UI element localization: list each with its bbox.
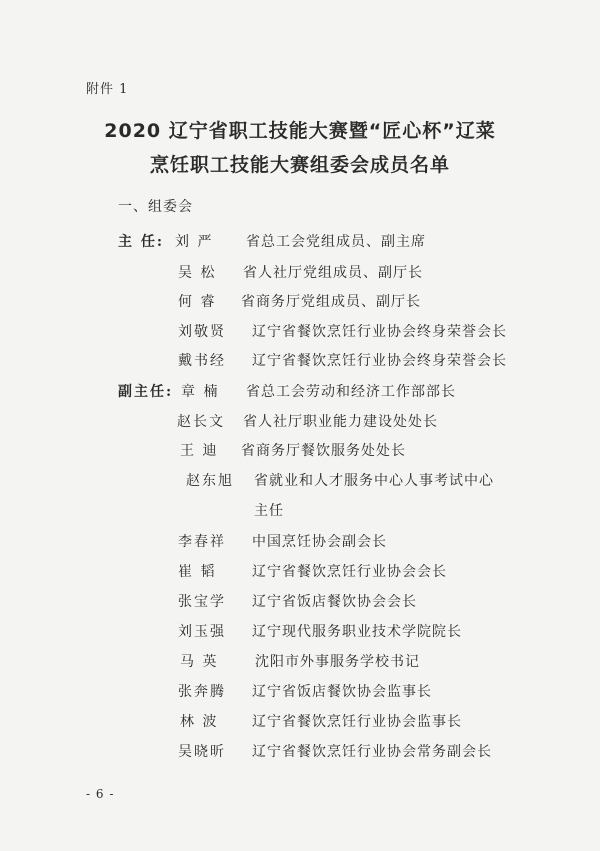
member-name: 刘 严: [175, 234, 214, 250]
member-name: 吴 松: [178, 265, 217, 281]
member-name: 戴书经: [178, 353, 226, 369]
member-name: 章 楠: [181, 384, 220, 400]
member-post: 省总工会劳动和经济工作部部长: [246, 384, 456, 400]
member-name: 王 迪: [180, 443, 219, 459]
member-post: 主任: [254, 503, 284, 519]
member-name: 林 波: [180, 714, 219, 730]
member-post: 辽宁省餐饮烹饪行业协会监事长: [252, 714, 462, 730]
member-name: 赵长文: [177, 414, 225, 430]
title-line-2: 烹饪职工技能大赛组委会成员名单: [149, 154, 450, 176]
member-name: 赵东旭: [186, 473, 234, 489]
member-post: 辽宁现代服务职业技术学院院长: [252, 624, 462, 640]
member-name: 吴晓昕: [178, 744, 226, 760]
member-name: 张奔腾: [178, 684, 226, 700]
member-role: 副主任:: [118, 384, 174, 400]
member-post: 辽宁省餐饮烹饪行业协会终身荣誉会长: [252, 324, 507, 340]
member-post: 省总工会党组成员、副主席: [246, 234, 426, 250]
member-post: 沈阳市外事服务学校书记: [255, 654, 420, 670]
member-post: 省商务厅党组成员、副厅长: [241, 294, 421, 310]
member-name: 刘玉强: [178, 624, 226, 640]
member-post: 省就业和人才服务中心人事考试中心: [254, 473, 494, 489]
member-post: 省人社厅职业能力建设处处长: [243, 414, 438, 430]
section-heading: 一、组委会: [118, 199, 193, 215]
member-post: 省商务厅餐饮服务处处长: [241, 443, 406, 459]
member-post: 辽宁省餐饮烹饪行业协会终身荣誉会长: [252, 353, 507, 369]
member-name: 刘敬贤: [178, 324, 226, 340]
member-post: 辽宁省餐饮烹饪行业协会常务副会长: [252, 744, 492, 760]
member-post: 辽宁省餐饮烹饪行业协会会长: [252, 564, 447, 580]
member-post: 省人社厅党组成员、副厅长: [243, 265, 423, 281]
member-name: 李春祥: [178, 534, 226, 550]
member-role: 主 任:: [118, 234, 165, 250]
attachment-label: 附件 1: [86, 82, 129, 97]
member-post: 辽宁省饭店餐饮协会会长: [252, 594, 417, 610]
member-post: 中国烹饪协会副会长: [252, 534, 387, 550]
member-name: 崔 韬: [178, 564, 217, 580]
member-name: 张宝学: [178, 594, 226, 610]
member-name: 何 睿: [178, 294, 217, 310]
page-number: - 6 -: [86, 787, 115, 801]
title-line-1: 2020 辽宁省职工技能大赛暨“匠心杯”辽菜: [104, 120, 496, 142]
member-post: 辽宁省饭店餐饮协会监事长: [252, 684, 432, 700]
member-name: 马 英: [180, 654, 219, 670]
